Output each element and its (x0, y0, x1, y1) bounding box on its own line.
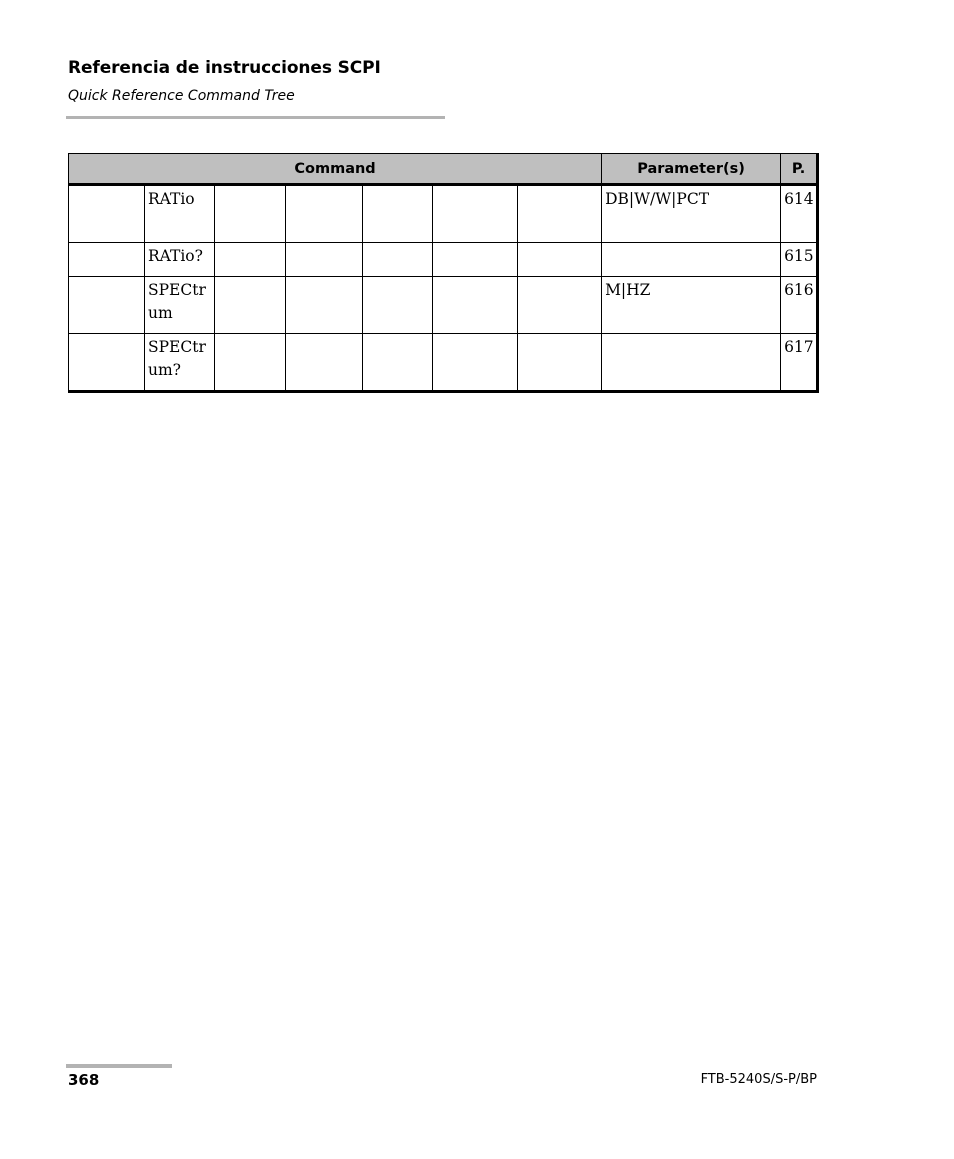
command-level-6-cell (433, 334, 518, 392)
page-column-header: P. (781, 154, 818, 185)
page-header-title: Referencia de instrucciones SCPI (68, 58, 381, 78)
parameters-cell: DB|W/W|PCT (602, 185, 781, 243)
command-level-3-cell (215, 334, 286, 392)
command-level-6-cell (433, 277, 518, 334)
parameters-column-header: Parameter(s) (602, 154, 781, 185)
table-row (69, 243, 818, 277)
command-level-2-cell: SPECtrum (145, 277, 215, 334)
command-level-1-cell (69, 185, 145, 243)
page-ref-cell: 614 (781, 185, 818, 243)
command-level-5-cell (363, 334, 433, 392)
command-level-6-cell (433, 243, 518, 277)
command-level-4-cell (286, 334, 363, 392)
command-level-7-cell (518, 185, 602, 243)
footer-divider (66, 1064, 172, 1068)
parameters-cell (602, 243, 781, 277)
table-header-row (69, 154, 818, 185)
command-level-2-cell: RATio? (145, 243, 215, 277)
header-divider (66, 116, 445, 119)
command-level-5-cell (363, 185, 433, 243)
table-row (69, 334, 818, 392)
parameters-cell: M|HZ (602, 277, 781, 334)
command-level-4-cell (286, 243, 363, 277)
command-level-7-cell (518, 334, 602, 392)
page-ref-cell: 617 (781, 334, 818, 392)
command-level-6-cell (433, 185, 518, 243)
page-number: 368 (68, 1071, 100, 1089)
command-tree-table (68, 153, 819, 393)
command-level-3-cell (215, 277, 286, 334)
command-level-3-cell (215, 243, 286, 277)
table-row (69, 277, 818, 334)
page-header-subtitle: Quick Reference Command Tree (68, 88, 295, 104)
page-ref-cell: 615 (781, 243, 818, 277)
command-level-1-cell (69, 243, 145, 277)
parameters-cell (602, 334, 781, 392)
command-level-7-cell (518, 277, 602, 334)
command-level-7-cell (518, 243, 602, 277)
command-column-header: Command (69, 154, 602, 185)
product-name: FTB-5240S/S-P/BP (700, 1072, 817, 1087)
command-level-5-cell (363, 277, 433, 334)
page-ref-cell: 616 (781, 277, 818, 334)
command-level-2-cell: SPECtrum? (145, 334, 215, 392)
command-level-3-cell (215, 185, 286, 243)
table-row (69, 185, 818, 243)
command-level-4-cell (286, 277, 363, 334)
command-level-1-cell (69, 334, 145, 392)
command-level-4-cell (286, 185, 363, 243)
command-level-5-cell (363, 243, 433, 277)
command-level-1-cell (69, 277, 145, 334)
command-level-2-cell: RATio (145, 185, 215, 243)
